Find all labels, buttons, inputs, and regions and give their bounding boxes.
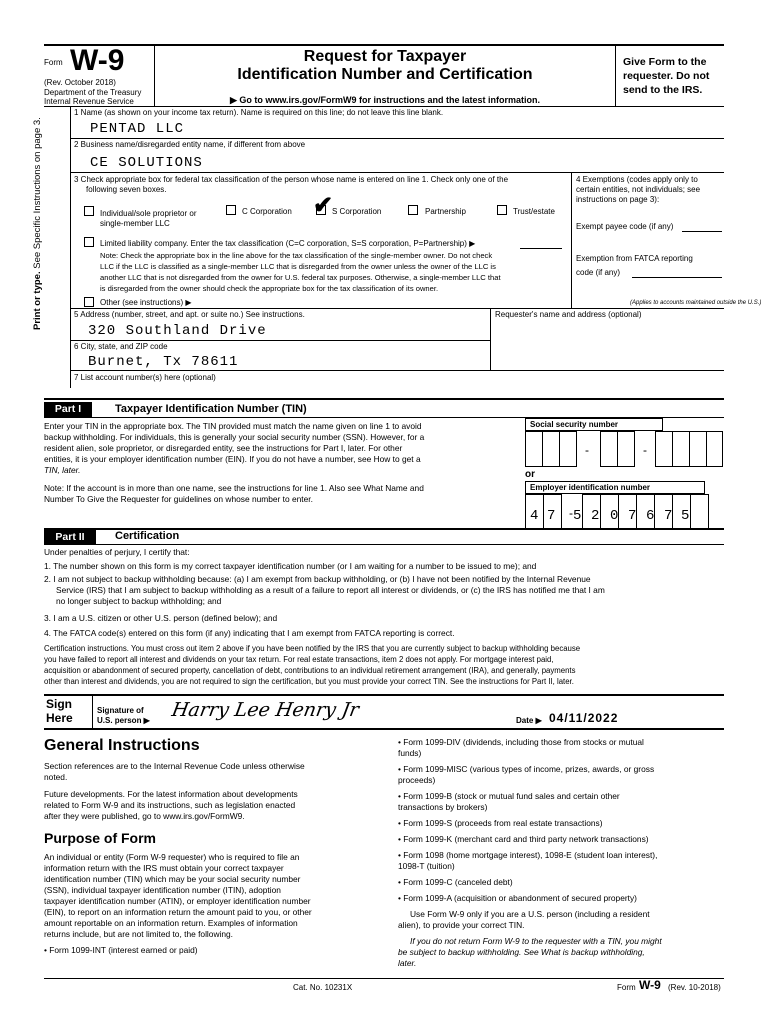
right-item5: • Form 1099-K (merchant card and third party network transactions) (398, 834, 649, 844)
ssn-label: Social security number (530, 420, 619, 429)
purpose-line2: information return with the IRS must obtain your correct taxpayer (44, 863, 284, 873)
ein-digit-1: 4 (530, 508, 540, 524)
line3-label-cont: following seven boxes. (86, 185, 167, 194)
right-item7: • Form 1099-C (canceled debt) (398, 877, 513, 887)
exempt-payee-label: Exempt payee code (if any) (576, 222, 674, 231)
partnership-label: Partnership (425, 207, 466, 216)
purpose-line7: amount reportable on an information return. Examples of information (44, 918, 298, 928)
line1-name-input[interactable]: PENTAD LLC (90, 121, 185, 137)
c-corp-checkbox[interactable] (226, 205, 236, 215)
ein-digit-2: 7 (547, 508, 557, 524)
c-corp-label: C Corporation (242, 207, 292, 216)
llc-note-line4: is disregarded from the owner should check the appropriate box for the tax classification of its owner. (100, 284, 439, 293)
right-item3-line2: transactions by brokers) (398, 802, 488, 812)
llc-note-line3: another LLC that is not disregarded from the owner for U.S. federal tax purposes. Otherwise, a single-member LLC that (100, 273, 501, 282)
catalog-number: Cat. No. 10231X (293, 983, 353, 992)
purpose-line4: (SSN), individual taxpayer identification number (ITIN), adoption (44, 885, 281, 895)
side-instructions-label (32, 117, 43, 330)
line6-city-input[interactable]: Burnet, Tx 78611 (88, 354, 239, 370)
trust-label: Trust/estate (513, 207, 555, 216)
line7-label: 7 List account number(s) here (optional) (74, 373, 216, 382)
ein-digit-4: 2 (591, 508, 601, 524)
purpose-line1: An individual or entity (Form W-9 requester) who is required to file an (44, 852, 300, 862)
give-form-line1: Give Form to the (623, 56, 707, 68)
general-instructions-heading: General Instructions (44, 737, 200, 754)
cert-item-2c: no longer subject to backup withholding; and (56, 596, 222, 606)
right-item3-line1: • Form 1099-B (stock or mutual fund sales and certain other (398, 791, 620, 801)
part1-note-line1: Note: If the account is in more than one name, see the instructions for line 1. Also see What Name and (44, 483, 424, 493)
date-field[interactable]: 04/11/2022 (549, 711, 619, 725)
right-item6-line2: 1098-T (tuition) (398, 861, 455, 871)
part1-note-line2: Number To Give the Requester for guidelines on whose number to enter. (44, 494, 313, 504)
side-label-print: Print or type. (32, 271, 43, 330)
line5-address-input[interactable]: 320 Southland Drive (88, 323, 267, 339)
right-use-line1: Use Form W-9 only if you are a U.S. person (including a resident (410, 909, 650, 919)
purpose-line3: identification number (TIN) which may be your social security number (44, 874, 301, 884)
line2-business-input[interactable]: CE SOLUTIONS (90, 155, 203, 171)
llc-checkbox[interactable] (84, 237, 94, 247)
cert-item-2b: Service (IRS) that I am subject to backup withholding as a result of a failure to report all interest or dividends, or (c) the IRS has notified me that I am (56, 585, 605, 595)
llc-note-line1: Note: Check the appropriate box in the line above for the tax classification of the single-member owner. Do not check (100, 251, 493, 260)
line2-label: 2 Business name/disregarded entity name, if different from above (74, 140, 306, 149)
fatca-label-line1: Exemption from FATCA reporting (576, 254, 693, 263)
signature-field[interactable]: Harry Lee Henry Jr (170, 699, 361, 721)
goto-instructions: ▶ Go to www.irs.gov/FormW9 for instructions and the latest information. (229, 95, 541, 105)
cert-item-1: 1. The number shown on this form is my correct taxpayer identification number (or I am waiting for a number to be issued to me); and (44, 561, 537, 571)
right-return-line2: be subject to backup withholding. See What is backup withholding, (398, 947, 645, 957)
cert-instructions-3: acquisition or abandonment of secured property, cancellation of debt, contributions to an individual retirement arrangement (IRA), and generally, payments (44, 666, 576, 675)
gi-future-line1: Future developments. For the latest information about developments (44, 789, 298, 799)
exemptions-line2: certain entities, not individuals; see (576, 185, 701, 194)
form-revision: (Rev. October 2018) (44, 78, 116, 87)
cert-instructions-2: you have failed to report all interest and dividends on your tax return. For real estate transactions, item 2 does not apply. For mortgage interest paid, (44, 655, 554, 664)
other-checkbox[interactable] (84, 297, 94, 307)
sign-label: Sign (46, 697, 72, 711)
ssn-boxes[interactable]: - - (525, 431, 723, 467)
right-item1-line1: • Form 1099-DIV (dividends, including those from stocks or mutual (398, 737, 644, 747)
partnership-checkbox[interactable] (408, 205, 418, 215)
form-number: W-9 (70, 44, 125, 77)
s-corp-checkmark-icon: ✔ (313, 192, 334, 219)
part1-text-line2: backup withholding. For individuals, this is generally your social security number (SSN). However, for a (44, 432, 425, 442)
department-line1: Department of the Treasury (44, 88, 142, 97)
requester-label: Requester's name and address (optional) (495, 310, 642, 319)
right-item1-line2: funds) (398, 748, 422, 758)
line1-label: 1 Name (as shown on your income tax return). Name is required on this line; do not leave this line blank. (74, 108, 444, 117)
cert-instructions-4: other than interest and dividends, you are not required to sign the certification, but you must provide your correct TIN. See the instructions for Part II, later. (44, 677, 574, 686)
ein-label: Employer identification number (530, 483, 651, 492)
here-label: Here (46, 711, 73, 725)
gi-future-line3: after they were published, go to www.irs.gov/FormW9. (44, 811, 245, 821)
signature-label-line2: U.S. person ▶ (97, 716, 150, 725)
individual-label-cont: single-member LLC (100, 219, 170, 228)
part1-tag: Part I (44, 402, 92, 417)
cert-item-2a: 2. I am not subject to backup withholding because: (a) I am exempt from backup withholding, or (b) I have not been notified by the Internal Revenue (44, 574, 591, 584)
part1-text-line3: resident alien, sole proprietor, or disregarded entity, see the instructions for Part I, later. For other (44, 443, 403, 453)
part1-text-line4: entities, it is your employer identification number (EIN). If you do not have a number, see How to get a (44, 454, 421, 464)
right-item4: • Form 1099-S (proceeds from real estate transactions) (398, 818, 603, 828)
cert-instructions-1: Certification instructions. You must cross out item 2 above if you have been notified by the IRS that you are currently subject to backup withholding because (44, 644, 581, 653)
purpose-line5: taxpayer identification number (ATIN), or employer identification number (44, 896, 311, 906)
right-item2-line1: • Form 1099-MISC (various types of income, prizes, awards, or gross (398, 764, 655, 774)
fatca-applies-note: (Applies to accounts maintained outside the U.S.) (630, 300, 762, 306)
gi-future-line2: related to Form W-9 and its instructions, such as legislation enacted (44, 800, 296, 810)
footer-revision: (Rev. 10-2018) (668, 983, 721, 992)
cert-item-4: 4. The FATCA code(s) entered on this form (if any) indicating that I am exempt from FATCA reporting is correct. (44, 628, 455, 638)
footer-form-number: W-9 (639, 978, 661, 992)
right-use-line2: alien), to provide your correct TIN. (398, 920, 525, 930)
form-title-line2: Identification Number and Certification (237, 66, 533, 83)
purpose-line8: returns include, but are not limited to, the following. (44, 929, 234, 939)
ein-digit-3: 5 (573, 508, 583, 524)
footer-form-label: Form (617, 983, 636, 992)
side-label-see: See Specific Instructions on page 3. (32, 117, 43, 269)
part1-text-line5: TIN, later. (44, 465, 81, 475)
individual-checkbox[interactable] (84, 206, 94, 216)
right-return-line1: If you do not return Form W-9 to the requester with a TIN, you might (410, 936, 662, 946)
llc-note-line2: LLC if the LLC is classified as a single-member LLC that is disregarded from the owner unless the owner of the LLC is (100, 262, 496, 271)
other-label: Other (see instructions) ▶ (100, 298, 192, 307)
form-title-line1: Request for Taxpayer (303, 48, 467, 65)
right-item2-line2: proceeds) (398, 775, 436, 785)
right-item8: • Form 1099-A (acquisition or abandonment of secured property) (398, 893, 637, 903)
llc-label: Limited liability company. Enter the tax classification (C=C corporation, S=S corporation, P=Partnership) ▶ (100, 239, 476, 248)
purpose-line6: (EIN), to report on an information return the amount paid to you, or other (44, 907, 312, 917)
ein-digit-7: 6 (646, 508, 656, 524)
part1-text-line1: Enter your TIN in the appropriate box. The TIN provided must match the name given on line 1 to avoid (44, 421, 422, 431)
line6-label: 6 City, state, and ZIP code (74, 342, 168, 351)
llc-classification-field[interactable] (520, 248, 562, 249)
form-label: Form (44, 58, 63, 67)
purpose-line9: • Form 1099-INT (interest earned or paid) (44, 945, 198, 955)
part2-under: Under penalties of perjury, I certify that: (44, 547, 190, 557)
date-label: Date ▶ (516, 716, 542, 725)
part1-title: Taxpayer Identification Number (TIN) (115, 403, 307, 415)
exempt-payee-field[interactable] (682, 231, 722, 232)
trust-checkbox[interactable] (497, 205, 507, 215)
ein-boxes[interactable]: - (525, 494, 723, 530)
cert-item-3: 3. I am a U.S. citizen or other U.S. person (defined below); and (44, 613, 278, 623)
fatca-code-field[interactable] (632, 277, 722, 278)
or-label: or (525, 469, 535, 480)
fatca-label-line2: code (if any) (576, 268, 621, 277)
right-item6-line1: • Form 1098 (home mortgage interest), 1098-E (student loan interest), (398, 850, 658, 860)
gi-para1-line1: Section references are to the Internal Revenue Code unless otherwise (44, 761, 305, 771)
gi-para1-line2: noted. (44, 772, 68, 782)
ein-digit-5: 0 (610, 508, 620, 524)
purpose-heading: Purpose of Form (44, 830, 157, 846)
exemptions-line3: instructions on page 3): (576, 195, 660, 204)
department-line2: Internal Revenue Service (44, 97, 134, 106)
line3-label: 3 Check appropriate box for federal tax classification of the person whose name is entered on line 1. Check only one of the (74, 175, 509, 184)
part2-tag: Part II (44, 530, 96, 544)
signature-label-line1: Signature of (97, 706, 144, 715)
right-return-line3: later. (398, 958, 417, 968)
part2-title: Certification (115, 530, 180, 542)
s-corp-label: S Corporation (332, 207, 382, 216)
give-form-line3: send to the IRS. (623, 84, 703, 96)
exemptions-line1: 4 Exemptions (codes apply only to (576, 175, 698, 184)
ein-digit-9: 5 (681, 508, 691, 524)
individual-label: Individual/sole proprietor or (100, 209, 197, 218)
line5-label: 5 Address (number, street, and apt. or suite no.) See instructions. (74, 310, 305, 319)
ein-digit-8: 7 (664, 508, 674, 524)
give-form-line2: requester. Do not (623, 70, 710, 82)
ein-digit-6: 7 (628, 508, 638, 524)
